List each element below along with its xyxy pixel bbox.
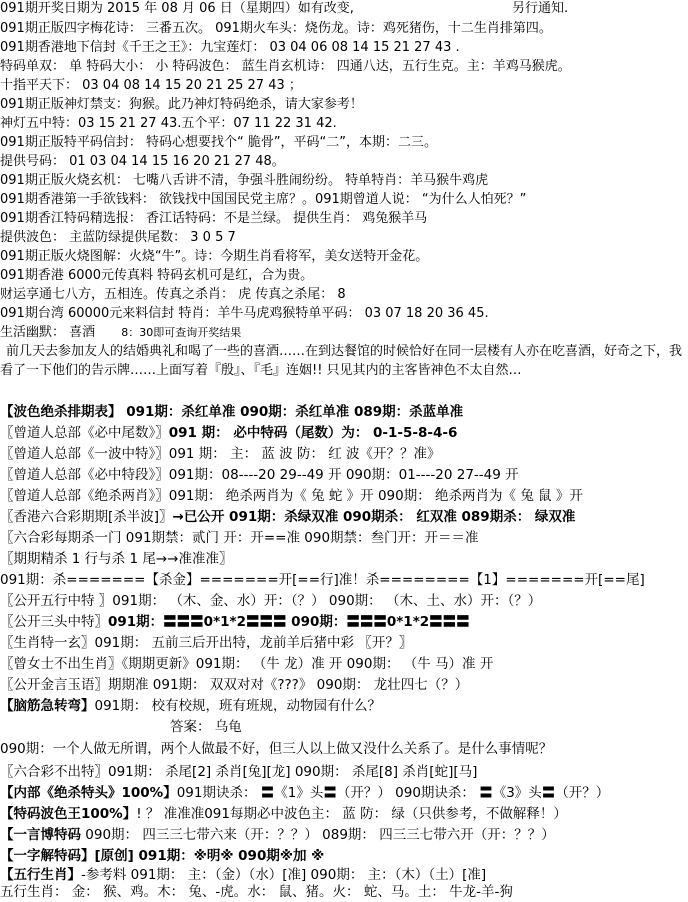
info-line: 091期香港 6000元传真料 特码玄机可是红，合为贵。 [0,268,314,283]
info-line: 神灯五中特：03 15 21 27 43.五个平：07 11 22 31 42. [0,116,337,131]
info-line: 091期香港第一手欲钱料： 欲钱找中国国民党主席？。091期曾道人说： “为什么人怕死？” [0,192,527,207]
info-line: 091期香港地下信封《千王之王》：九宝莲灯： 03 04 06 08 14 15 21 27 43 . [0,40,460,55]
section-rest: 091期： 校有校规，班有班规，动物园有什么？ [94,698,382,714]
section-name: 〖公开金言玉语〗 [0,677,108,693]
section-name: 【五行生肖】 [0,867,81,883]
section-line [0,763,688,782]
riddle-090: 090期：一个人做无所谓，两个人做最不好，但三人以上做又没什么关系了。是什么事情呢？ [0,741,553,757]
section-line [0,784,688,803]
section-rest: 《期期更新》091期： （牛 龙）准 开 090期： （牛 马）准 开 [121,656,494,672]
section-rest: -参考料 091期： 主：（金）（水）[准] 090期： 主：（木）（土）[准] [81,867,487,883]
section-line [0,550,688,569]
section-rest: 091 期： 主： 蓝 波 防： 红 波《开？？准》 [168,446,441,462]
section-name: 〖六合彩每期杀一门 [0,530,122,546]
section-rest: [原创] 091期：※明※ 090期※加 ※ [94,848,325,864]
section-name: 〖曾女士不出生肖〗 [0,656,122,672]
section-line [0,424,688,443]
section-name: 〖六合彩不出特〗 [0,764,108,780]
info-line: 091期香江特码精选报： 香江话特码：不是兰绿。 提供生肖： 鸡兔猴羊马 [0,211,428,226]
section-name: 【一字解特码】 [0,848,95,864]
section-name: 〖公开三头中特〗 [0,614,108,630]
section-line [0,508,688,527]
section-rest: 091期诀杀： 〓《1》头〓（开？） 090期诀杀： 〓《3》头〓（开？） [176,785,610,801]
section-name: 〖曾道人总部《绝杀两肖》〗 [0,488,169,504]
section-name: 【脑筋急转弯】 [0,698,95,714]
section-name: 〖公开五行中特 〗 [0,593,113,609]
change-notice: 另行通知. [512,1,569,16]
section-name: 〖曾道人总部《必中特段》〗 [0,467,169,483]
info-line: 091期台湾 60000元来料信封 特肖：羊牛马虎鸡猴特单平码： 03 07 18 20 36 45. [0,306,489,321]
section-name: 〖曾道人总部《必中尾数》〗 [0,425,169,441]
section-name: 【特码波色王100%】 [0,806,137,822]
humor-header [0,323,688,342]
info-line: 特码单双： 单 特码大小： 小 特码波色： 蓝生肖玄机诗： 四通八达，五行生克。主：羊鸡马猴虎。 [0,59,571,74]
title-text: 091期开奖日期为 2015 年 08 月 06 日（星期四）如有改变, [0,1,354,16]
info-line: 提供波色： 主蓝防绿提供尾数： 3 0 5 7 [0,230,236,245]
result-time-note: 8：30即可查询开奖结果 [121,326,242,339]
section-rest: 杀=======【杀金】=======开[==行]准！杀========【1】=======开[==尾] [52,572,645,588]
section-rest: 091期：08----20 29--49 开 090期：01----20 27--49 开 [168,467,519,483]
section-line [0,487,688,506]
section-rest: 期期准 091期： 双双对对《???》 090期： 龙壮四七（？） [108,677,469,693]
section-name: 〖期期精杀 1 行与杀 1 尾 [0,551,156,567]
section-rest: 091 期： 必中特码（尾数）为： 0-1-5-8-4-6 [168,425,458,441]
section-rest: 091期：杀红单准 090期：杀红单准 089期：杀蓝单准 [121,404,464,420]
info-line: 财运享通七八方，五相连。传真之杀肖： 虎 传真之杀尾： 8 [0,287,346,302]
section-line [0,466,688,485]
info-line: 提供号码： 01 03 04 14 15 16 20 21 27 48。 [0,154,285,169]
section-rest: 091期： 杀尾[2] 杀肖[兔][龙] 090期： 杀尾[8] 杀肖[蛇][马] [108,764,478,780]
section-line [0,445,688,464]
section-line [0,403,688,422]
info-line: 091期正版火烧玄机： 七嘴八舌讲不清，争强斗胜闹纷纷。 特单特肖：羊马猴牛鸡虎 [0,173,489,188]
section-line [0,592,688,611]
section-line [0,676,688,695]
info-line: 091期正版特平码信封： 特码心想要找个“ 脆骨”，平码“二”，本期：二三。 [0,135,438,150]
section-rest: →→准准准〗 [155,551,233,567]
section-name: 091期： [0,572,53,588]
section-rest: 091期禁：贰门 开：开==准 090期禁：叁门开：开＝＝准 [121,530,479,546]
section-name: 〖曾道人总部《一波中特》〗 [0,446,169,462]
section-line [0,697,688,716]
section-line [0,529,688,548]
section-name: 〖生肖特一玄〗 [0,635,95,651]
section-rest: 091期： 绝杀两肖为《 兔 蛇 》开 090期： 绝杀两肖为《 兔 鼠 》开 [168,488,583,504]
info-line: 091期正版神灯禁支：狗猴。此乃神灯特码绝杀，请大家参考！ [0,97,363,112]
section-name: 【一言博特码 [0,827,81,843]
section-line [0,805,688,824]
section-rest: →已公开 091期：杀绿双准 090期杀： 红双准 089期杀： 绿双准 [172,509,576,525]
section-line [0,613,688,632]
info-line: 091期正版四字梅花诗： 三番五次。 091期火车头：烧伤龙。诗：鸡死猪伤，十二生肖排第四。 [0,21,552,36]
info-line: 091期正版火烧图解：火烧“牛”。诗：今期生肖看将军，美女送特开金花。 [0,249,429,264]
section-line [0,826,688,845]
footer-elements: 五行生肖： 金： 猴、鸡。木： 兔、-虎。水： 鼠、猪。火： 蛇、马。土： 牛龙-羊-狗 [0,884,513,900]
section-line [0,634,688,653]
section-rest: 091期：〓〓〓0*1*2〓〓〓 090期：〓〓〓0*1*2〓〓〓 [108,614,470,630]
section-name: 【内部《绝杀特头》100%】 [0,785,177,801]
section-line [0,847,688,866]
section-line [0,655,688,674]
humor-story: 前几天去参加友人的结婚典礼和喝了一些的喜酒……在到达餐馆的时候恰好在同一层楼有人亦在吃喜酒，好奇之下，我看了一下他们的告示牌……上面写着『殷』、『毛』连姻!! 只见其内的主客皆神色不太自然… [0,344,683,378]
riddle-answer: 答案： 乌龟 [170,719,242,735]
section-rest: 091期： 五前三后开出特，龙前羊后猪中彩 〖开？〗 [94,635,413,651]
humor-label: 生活幽默： 喜酒 [0,325,96,340]
section-rest: 091期： （木、金、水）开：（？） 090期： （木、土、水）开：（？） [112,593,542,609]
section-rest: 090期： 四三三七带六来（开：？？） 089期： 四三三七带六开（开：？？） [81,827,555,843]
section-rest: ! ？ 准准准091每期必中波色主： 蓝 防： 绿（只供参考，不做解释！） [136,806,567,822]
issue-date-title [0,0,688,18]
section-name: 【波色绝杀排期表】 [0,404,122,420]
info-line: 十指平天下： 03 04 08 14 15 20 21 25 27 43 ； [0,78,302,93]
section-line [0,571,688,590]
section-name: 〖香港六合彩期期[杀半波]〗 [0,509,173,525]
